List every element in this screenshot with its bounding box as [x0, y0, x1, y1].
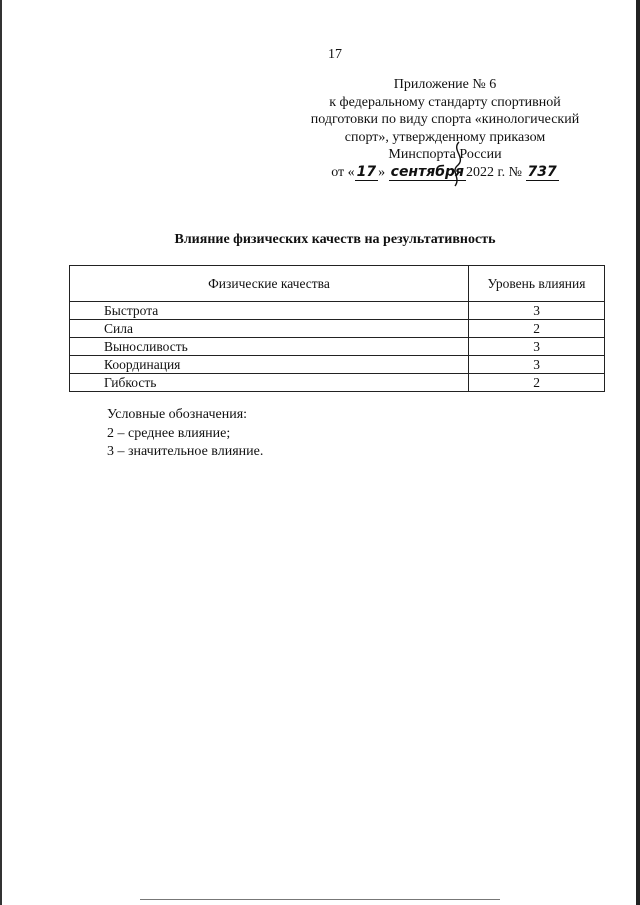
signature-stroke [445, 140, 473, 188]
scan-edge-left [0, 0, 2, 905]
qualities-table [69, 265, 605, 392]
scan-edge-right [636, 0, 640, 905]
quality-cell: Гибкость [70, 374, 469, 392]
appendix-line: спорт», утвержденному приказом [344, 129, 546, 145]
level-cell: 3 [469, 356, 605, 374]
table-row [70, 338, 605, 356]
table-row [70, 374, 605, 392]
quality-cell: Сила [70, 320, 469, 338]
table-header-row [70, 266, 605, 302]
quality-cell: Координация [70, 356, 469, 374]
table-row [70, 320, 605, 338]
level-cell: 2 [469, 320, 605, 338]
quality-cell: Быстрота [70, 302, 469, 320]
legend [107, 406, 263, 462]
table-row [70, 356, 605, 374]
column-header-quality: Физические качества [70, 266, 469, 302]
appendix-line: к федеральному стандарту спортивной [329, 94, 561, 110]
appendix-line: подготовки по виду спорта «кинологический [310, 112, 580, 127]
level-cell: 2 [469, 374, 605, 392]
bottom-divider [140, 899, 500, 900]
table-row [70, 302, 605, 320]
page-number: 17 [328, 47, 342, 62]
date-mid: » [378, 164, 386, 180]
page-title: Влияние физических качеств на результативность [174, 232, 496, 247]
appendix-title: Приложение № 6 [393, 77, 497, 92]
appendix-line: Минспорта России [388, 147, 502, 162]
handwritten-month: сентября [390, 163, 464, 180]
handwritten-day: 17 [356, 163, 377, 180]
column-header-level: Уровень влияния [469, 266, 605, 302]
level-cell: 3 [469, 302, 605, 320]
date-prefix: от « [331, 164, 355, 180]
legend-item: 3 – значительное влияние. [107, 444, 264, 459]
handwritten-order-number: 737 [527, 163, 557, 180]
level-cell: 3 [469, 338, 605, 356]
legend-heading: Условные обозначения: [107, 407, 248, 422]
year-text: 2022 г. № [466, 164, 523, 180]
legend-item: 2 – среднее влияние; [107, 425, 231, 441]
quality-cell: Выносливость [70, 338, 469, 356]
